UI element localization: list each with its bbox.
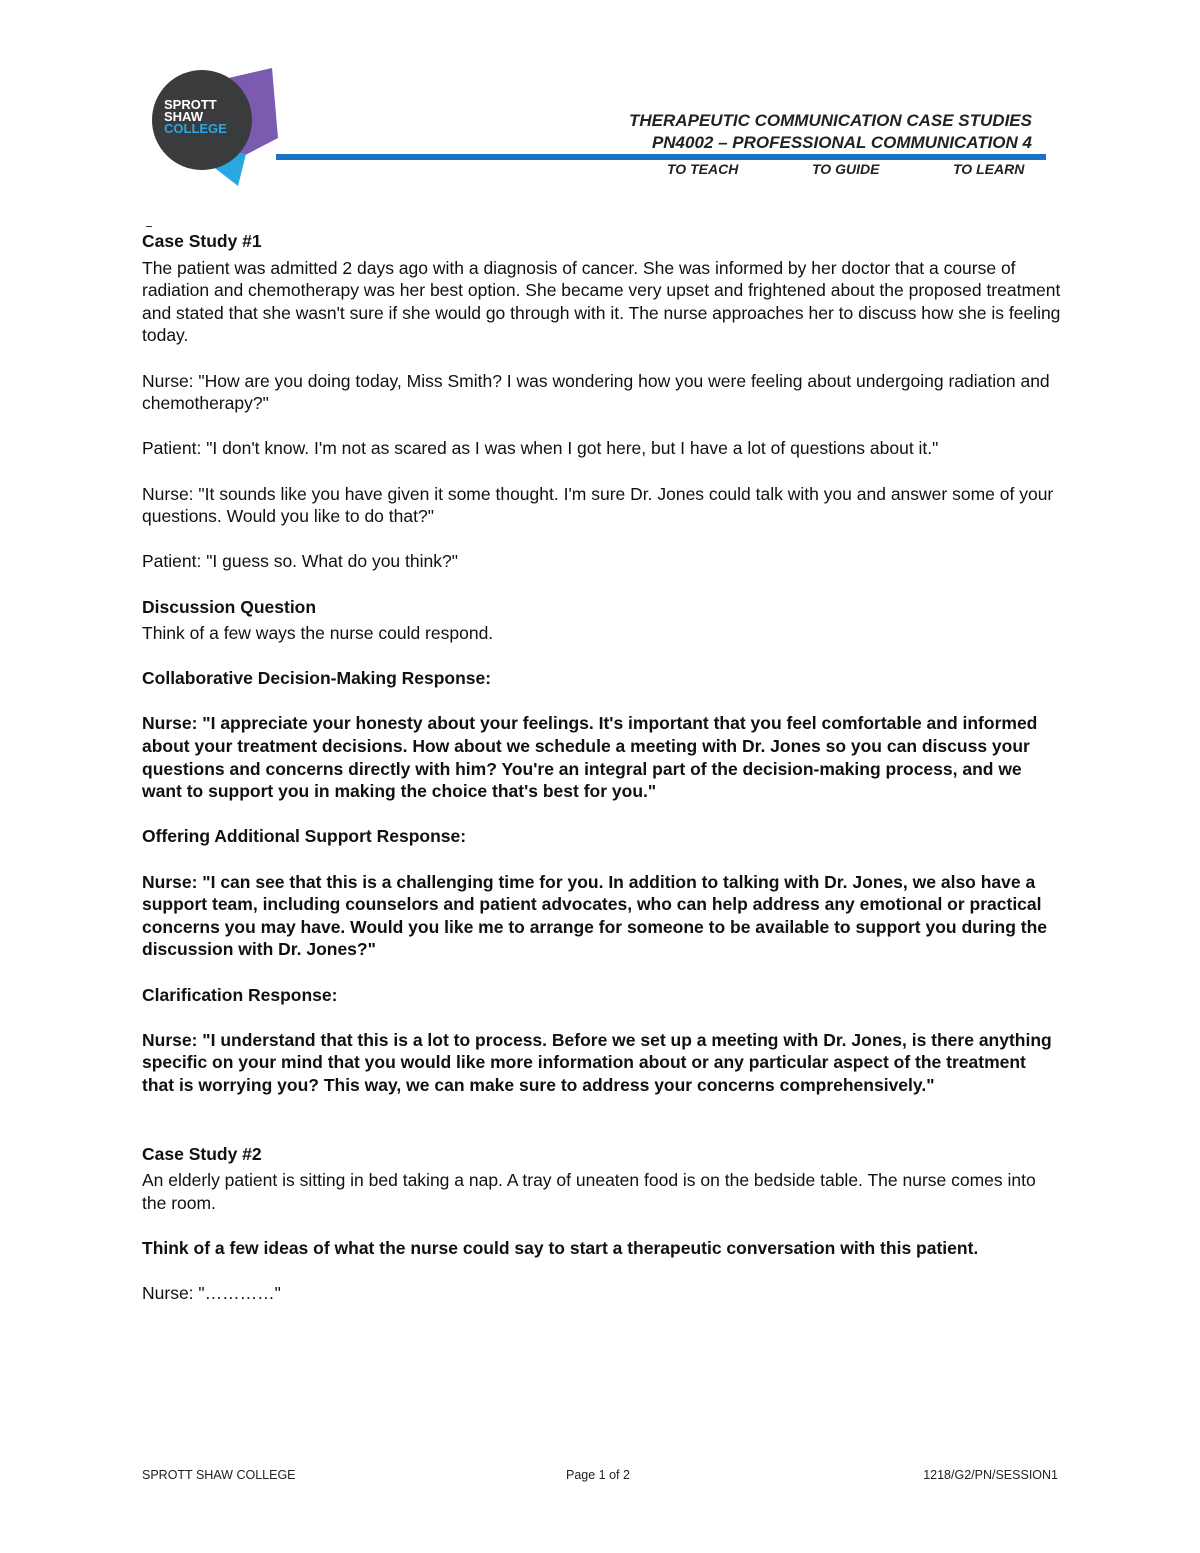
header-rule	[276, 154, 1046, 160]
response-label: Offering Additional Support Response:	[142, 826, 467, 847]
footer-college: SPROTT SHAW COLLEGE	[142, 1468, 296, 1482]
college-logo	[150, 68, 280, 186]
dialogue-line: Patient: "I don't know. I'm not as scared as I was when I got here, but I have a lot of questions about it."	[142, 438, 939, 459]
document-header	[629, 110, 1032, 154]
discussion-question-heading: Discussion Question	[142, 596, 317, 617]
response-label: Clarification Response:	[142, 984, 338, 1005]
footer-doc-code: 1218/G2/PN/SESSION1	[923, 1468, 1058, 1482]
case-study-2-intro: An elderly patient is sitting in bed taking a nap. A tray of uneaten food is on the bedside table. The nurse comes into the room.	[142, 1170, 1036, 1213]
response-text: Nurse: "I can see that this is a challenging time for you. In addition to talking with Dr. Jones, we also have a support team, including counselors and patient advocates, who can help address any emotional or practical concerns you may have. Would you like me to arrange for someone to be available to support you during the discussion with Dr. Jones?"	[142, 871, 1047, 960]
case-study-1-intro: The patient was admitted 2 days ago with a diagnosis of cancer. She was informed by her doctor that a course of radiation and chemotherapy was her best option. She became very upset and frightened about the proposed treatment and stated that she wasn't sure if she would go through with it. The nurse approaches her to discuss how she is feeling today.	[142, 257, 1061, 346]
logo-line-3: COLLEGE	[164, 121, 227, 136]
document-title: THERAPEUTIC COMMUNICATION CASE STUDIES	[629, 111, 1032, 130]
case-study-2-nurse-line: Nurse: "…………"	[142, 1283, 281, 1304]
response-text: Nurse: "I understand that this is a lot to process. Before we set up a meeting with Dr. Jones, is there anything specific on your mind that you would like more information about or any particular aspect of the treatment that is worrying you? This way, we can make sure to address your concerns comprehensively."	[142, 1029, 1052, 1095]
logo-line-2: SHAW	[164, 109, 203, 124]
response-label: Collaborative Decision-Making Response:	[142, 668, 492, 689]
text-cursor-mark	[146, 226, 152, 227]
case-study-2-heading: Case Study #2	[142, 1143, 262, 1164]
logo-line-1: SPROTT	[164, 97, 217, 112]
response-text: Nurse: "I appreciate your honesty about your feelings. It's important that you feel comfortable and informed about your treatment decisions. How about we schedule a meeting with Dr. Jones so you can discuss your questions and concerns directly with him? You're an integral part of the decision-making process, and we want to support you in making the choice that's best for you."	[142, 713, 1038, 802]
motto-guide: TO GUIDE	[812, 161, 880, 177]
discussion-question-text: Think of a few ways the nurse could respond.	[142, 623, 494, 644]
motto-teach: TO TEACH	[667, 161, 739, 177]
case-study-1-heading: Case Study #1	[142, 231, 262, 251]
case-study-2-prompt: Think of a few ideas of what the nurse could say to start a therapeutic conversation with this patient.	[142, 1237, 979, 1258]
dialogue-line: Patient: "I guess so. What do you think?"	[142, 551, 458, 572]
dialogue-line: Nurse: "It sounds like you have given it some thought. I'm sure Dr. Jones could talk with you and answer some of your questions. Would you like to do that?"	[142, 483, 1054, 527]
document-subtitle: PN4002 – PROFESSIONAL COMMUNICATION 4	[651, 133, 1032, 152]
dialogue-line: Nurse: "How are you doing today, Miss Smith? I was wondering how you were feeling about undergoing radiation and chemotherapy?"	[142, 370, 1050, 414]
motto-learn: TO LEARN	[953, 161, 1025, 177]
document-body	[142, 230, 1062, 1327]
footer-page-number: Page 1 of 2	[566, 1468, 630, 1482]
